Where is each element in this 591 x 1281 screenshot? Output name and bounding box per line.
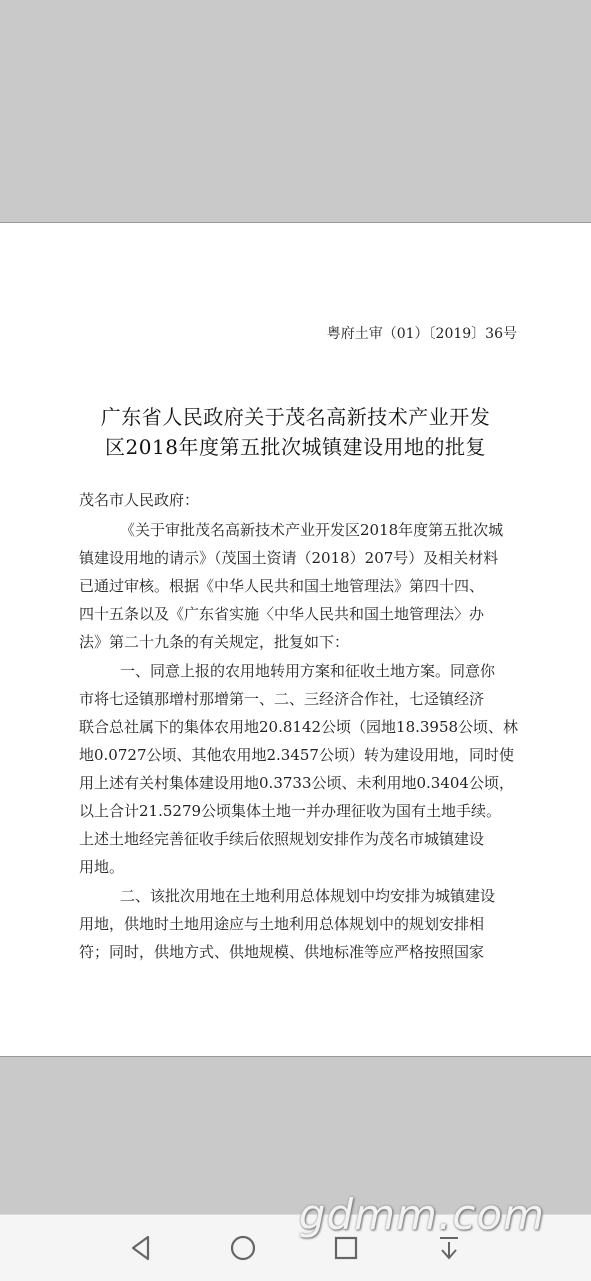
document-title-line-1: 广东省人民政府关于茂名高新技术产业开发 [100,405,491,429]
back-triangle-icon[interactable] [124,1231,158,1265]
body-line: 上述土地经完善征收手续后依照规划安排作为茂名市城镇建设 [79,830,485,848]
body-line: 二、该批次用地在土地利用总体规划中均安排为城镇建设 [120,887,496,905]
home-circle-icon[interactable] [226,1231,260,1265]
site-watermark: gdmm.com [298,1190,545,1239]
body-line: 市将七迳镇那增村那增第一、二、三经济合作社，七迳镇经济 [79,690,485,708]
body-line: 一、同意上报的农用地转用方案和征收土地方案。同意你 [120,662,496,680]
body-line: 四十五条以及《广东省实施〈中华人民共和国土地管理法〉办 [79,605,485,623]
body-line: 《关于审批茂名高新技术产业开发区2018年度第五批次城 [120,521,504,539]
document-page [0,222,591,1057]
body-line: 法》第二十九条的有关规定，批复如下： [79,633,350,651]
addressee: 茂名市人民政府： [79,491,200,509]
document-number: 粤府土审（01）〔2019〕36号 [326,326,517,342]
body-line: 以上合计21.5279公顷集体土地一并办理征收为国有土地手续。 [79,802,502,820]
document-title-line-2: 区2018年度第五批次城镇建设用地的批复 [105,435,486,459]
body-line: 用地。 [79,858,125,876]
body-line: 用地，供地时土地用途应与土地利用总体规划中的规划安排相 [79,915,485,933]
body-line: 用上述有关村集体建设用地0.3733公顷、未利用地0.3404公顷， [79,774,514,792]
body-line: 联合总社属下的集体农用地20.8142公顷（园地18.3958公顷、林 [79,718,519,736]
body-line: 地0.0727公顷、其他农用地2.3457公顷）转为建设用地，同时使 [79,746,514,764]
body-line: 符；同时，供地方式、供地规模、供地标准等应严格按照国家 [79,943,485,961]
body-line: 已通过审核。根据《中华人民共和国土地管理法》第四十四、 [79,577,485,595]
body-line: 镇建设用地的请示》（茂国土资请（2018）207号）及相关材料 [79,549,499,567]
